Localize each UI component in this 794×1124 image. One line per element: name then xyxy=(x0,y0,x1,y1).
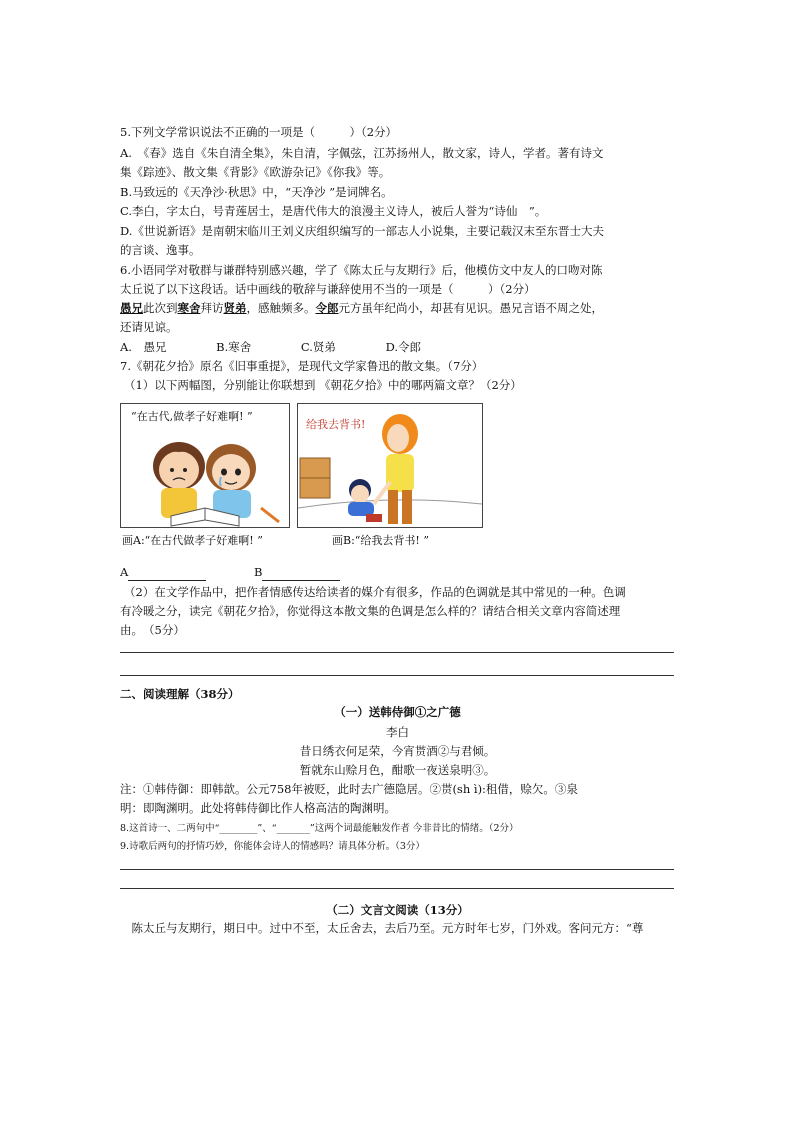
poem-title: （一）送韩侍御①之广德 xyxy=(334,705,461,719)
picture-a-caption: 画A:“在古代做孝子好难啊! ” xyxy=(122,534,263,547)
classical-text-line1: 陈太丘与友期行，期日中。过中不至，太丘舍去，去后乃至。元方时年七岁，门外戏。客问元方：“尊 xyxy=(120,921,644,935)
q8: 8.这首诗一、二两句中“________”、“_______”这两个词最能触发作者 今非昔比的情绪。（2分） xyxy=(120,823,519,834)
q6-passage-line2: 还请见谅。 xyxy=(120,320,178,334)
poem-line-1: 昔日绣衣何足荣，今宵贳酒②与君倾。 xyxy=(299,744,496,758)
q5-option-d-line2: 的言谈、逸事。 xyxy=(120,243,201,257)
q7-sub2-line3: 由。 （5分） xyxy=(120,623,185,637)
passage-text: 拜访 xyxy=(200,301,224,315)
poem-note-line1: 注：①韩侍御：即韩歆。公元758年被贬，此时去广德隐居。②贳(sh ì):租借，赊欠。③泉 xyxy=(120,782,578,796)
classical-reading-title: （二）文言文阅读（13分） xyxy=(326,903,469,917)
underlined-word-hanshe: 寒舍 xyxy=(177,301,201,315)
underlined-word-yuxiong: 愚兄 xyxy=(120,301,143,315)
q5-stem: 5.下列文学常识说法不正确的一项是（ ）（2分） xyxy=(120,125,398,139)
blank-a-line xyxy=(128,568,206,581)
q5-option-a-line1: A. 《春》选自《朱自清全集》，朱自清，字佩弦，江苏扬州人，散文家，诗人，学者。著有诗文 xyxy=(120,146,604,160)
q5-option-d-line1: D.《世说新语》是南朝宋临川王刘义庆组织编写的一部志人小说集，主要记载汉末至东晋士大夫 xyxy=(120,224,604,238)
picture-b-illustration xyxy=(298,404,482,527)
q7-stem: 7.《朝花夕拾》原名《旧事重提》，是现代文学家鲁迅的散文集。（7分） xyxy=(120,359,484,373)
blank-b-label: B xyxy=(254,565,263,579)
passage-text: ，感触频多。 xyxy=(246,301,316,315)
section-2-title: 二、阅读理解（38分） xyxy=(120,687,240,701)
q5-option-c: C.李白，字太白，号青莲居士，是唐代伟大的浪漫主义诗人，被后人誉为“诗仙 ”。 xyxy=(120,204,547,218)
picture-b xyxy=(297,403,483,528)
answer-line xyxy=(120,888,674,889)
q6-passage-line1 xyxy=(120,300,603,317)
q5-option-b: B.马致远的《天净沙·秋思》中，“天净沙 ”是词牌名。 xyxy=(120,185,393,199)
picture-b-bubble: 给我去背书! xyxy=(306,418,366,431)
picture-a-illustration xyxy=(121,404,289,527)
passage-text: 元方虽年纪尚小，却甚有见识。愚兄言语不周之处， xyxy=(338,301,603,315)
underlined-word-xiandi: 贤弟 xyxy=(223,301,247,315)
answer-line xyxy=(120,652,674,653)
underlined-word-linglang: 令郎 xyxy=(315,301,339,315)
answer-line xyxy=(120,869,674,870)
q6-stem-line2: 太丘说了以下这段话。话中画线的敬辞与谦辞使用不当的一项是（ ）（2分） xyxy=(120,282,536,296)
picture-b-caption: 画B:“给我去背书! ” xyxy=(332,534,429,547)
poem-author: 李白 xyxy=(386,725,409,739)
answer-blank-a xyxy=(120,564,206,581)
blank-b-line xyxy=(262,568,340,581)
q9: 9.诗歌后两句的抒情巧妙，你能体会诗人的情感吗？请具体分析。（3分） xyxy=(120,841,425,852)
q5-option-a-line2: 集《踪迹》、散文集《背影》《欧游杂记》《你我》等。 xyxy=(120,165,391,179)
q7-sub2-line1: （2）在文学作品中，把作者情感传达给读者的媒介有很多，作品的色调就是其中常见的一种。色调 xyxy=(124,585,626,599)
blank-a-label: A xyxy=(120,565,129,579)
q7-sub1: （1）以下两幅图，分别能让你联想到 《朝花夕拾》中的哪两篇文章？（2分） xyxy=(124,378,522,392)
q6-stem-line1: 6.小语同学对敬群与谦群特别感兴趣，学了《陈太丘与友期行》后，他模仿文中友人的口吻对陈 xyxy=(120,263,603,277)
q6-options: A. 愚兄 B.寒舍 C.贤弟 D.令郎 xyxy=(120,340,422,354)
picture-a xyxy=(120,403,290,528)
poem-line-2: 暂就东山赊月色，酣歌一夜送泉明③。 xyxy=(299,763,496,777)
q7-sub2-line2: 有冷暖之分，读完《朝花夕拾》，你觉得这本散文集的色调是怎么样的？请结合相关文章内容简述理 xyxy=(120,604,621,618)
answer-line xyxy=(120,675,674,676)
answer-blank-b xyxy=(254,564,340,581)
picture-a-bubble: “在古代,做孝子好难啊! ” xyxy=(131,410,253,423)
poem-note-line2: 明：即陶渊明。此处将韩侍御比作人格高洁的陶渊明。 xyxy=(120,801,396,815)
passage-text: 此次到 xyxy=(143,301,178,315)
